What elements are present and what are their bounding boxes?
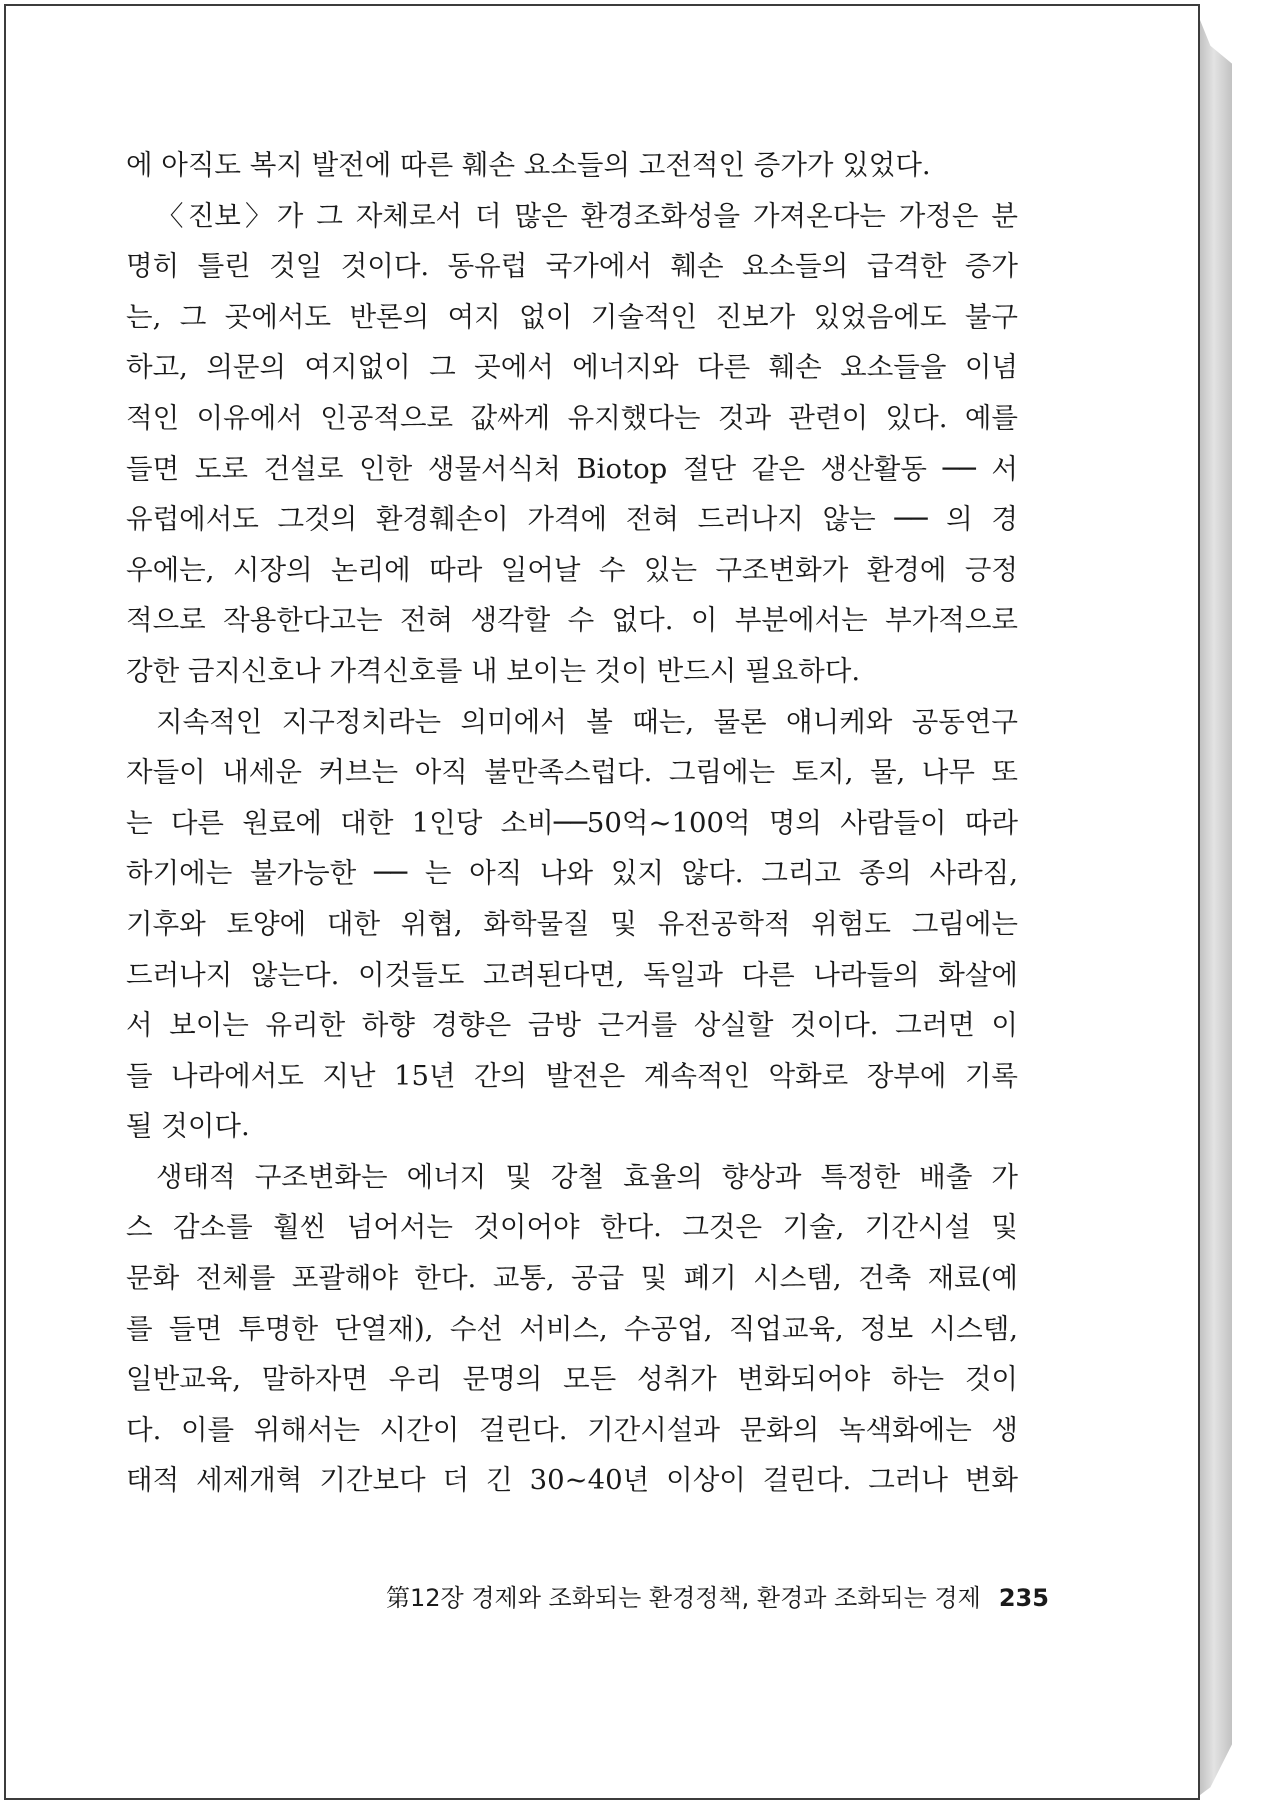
text-line: 우에는, 시장의 논리에 따라 일어날 수 있는 구조변화가 환경에 긍정 <box>126 553 1018 586</box>
text-line: 적으로 작용한다고는 전혀 생각할 수 없다. 이 부분에서는 부가적으로 <box>126 604 1018 637</box>
text-line: 하고, 의문의 여지없이 그 곳에서 에너지와 다른 훼손 요소들을 이념 <box>126 351 1018 384</box>
text-line: 지속적인 지구정치라는 의미에서 볼 때는, 물론 얘니케와 공동연구 <box>156 705 1018 738</box>
page-edge-shadow <box>1196 10 1232 1798</box>
text-line: 일반교육, 말하자면 우리 문명의 모든 성취가 변화되어야 하는 것이 <box>126 1363 1018 1396</box>
text-line: 는 다른 원료에 대한 1인당 소비──50억~100억 명의 사람들이 따라 <box>126 806 1018 839</box>
text-line: 하기에는 불가능한 ── 는 아직 나와 있지 않다. 그리고 종의 사라짐, <box>126 857 1018 890</box>
text-line: 에 아직도 복지 발전에 따른 훼손 요소들의 고전적인 증가가 있었다. <box>126 149 931 181</box>
text-line: 기후와 토양에 대한 위협, 화학물질 및 유전공학적 위험도 그림에는 <box>126 907 1018 940</box>
text-line: 들 나라에서도 지난 15년 간의 발전은 계속적인 악화로 장부에 기록 <box>126 1059 1018 1092</box>
text-line: 드러나지 않는다. 이것들도 고려된다면, 독일과 다른 나라들의 화살에 <box>126 958 1018 991</box>
text-line: 태적 세제개혁 기간보다 더 긴 30~40년 이상이 걸린다. 그러나 변화 <box>126 1464 1018 1497</box>
text-line: 자들이 내세운 커브는 아직 불만족스럽다. 그림에는 토지, 물, 나무 또 <box>126 756 1018 789</box>
text-line: 를 들면 투명한 단열재), 수선 서비스, 수공업, 직업교육, 정보 시스템, <box>126 1312 1018 1345</box>
text-line: 스 감소를 훨씬 넘어서는 것이어야 한다. 그것은 기술, 기간시설 및 <box>126 1211 1018 1244</box>
text-line: 문화 전체를 포괄해야 한다. 교통, 공급 및 폐기 시스템, 건축 재료(예 <box>126 1262 1018 1295</box>
page-number: 235 <box>998 1584 1049 1612</box>
body-text <box>126 140 1018 1506</box>
text-line: 는, 그 곳에서도 반론의 여지 없이 기술적인 진보가 있었음에도 불구 <box>126 300 1018 333</box>
running-title: 第12장 경제와 조화되는 환경정책, 환경과 조화되는 경제 <box>386 1584 981 1612</box>
text-line: 될 것이다. <box>126 1110 250 1143</box>
text-line: 생태적 구조변화는 에너지 및 강철 효율의 향상과 특정한 배출 가 <box>156 1160 1018 1193</box>
text-line: 들면 도로 건설로 인한 생물서식처 Biotop 절단 같은 생산활동 ── 서 <box>126 452 1018 485</box>
book-page <box>4 4 1200 1800</box>
text-line: 유럽에서도 그것의 환경훼손이 가격에 전혀 드러나지 않는 ── 의 경 <box>126 503 1018 536</box>
text-line: 다. 이를 위해서는 시간이 걸린다. 기간시설과 문화의 녹색화에는 생 <box>126 1413 1018 1446</box>
page-footer <box>386 1578 1049 1613</box>
text-line: 서 보이는 유리한 하향 경향은 금방 근거를 상실할 것이다. 그러면 이 <box>126 1009 1018 1042</box>
text-line: 강한 금지신호나 가격신호를 내 보이는 것이 반드시 필요하다. <box>126 654 861 687</box>
text-line: 적인 이유에서 인공적으로 값싸게 유지했다는 것과 관련이 있다. 예를 <box>126 401 1018 434</box>
text-line: 〈진보〉가 그 자체로서 더 많은 환경조화성을 가져온다는 가정은 분 <box>156 199 1018 232</box>
text-line: 명히 틀린 것일 것이다. 동유럽 국가에서 훼손 요소들의 급격한 증가 <box>126 250 1018 283</box>
